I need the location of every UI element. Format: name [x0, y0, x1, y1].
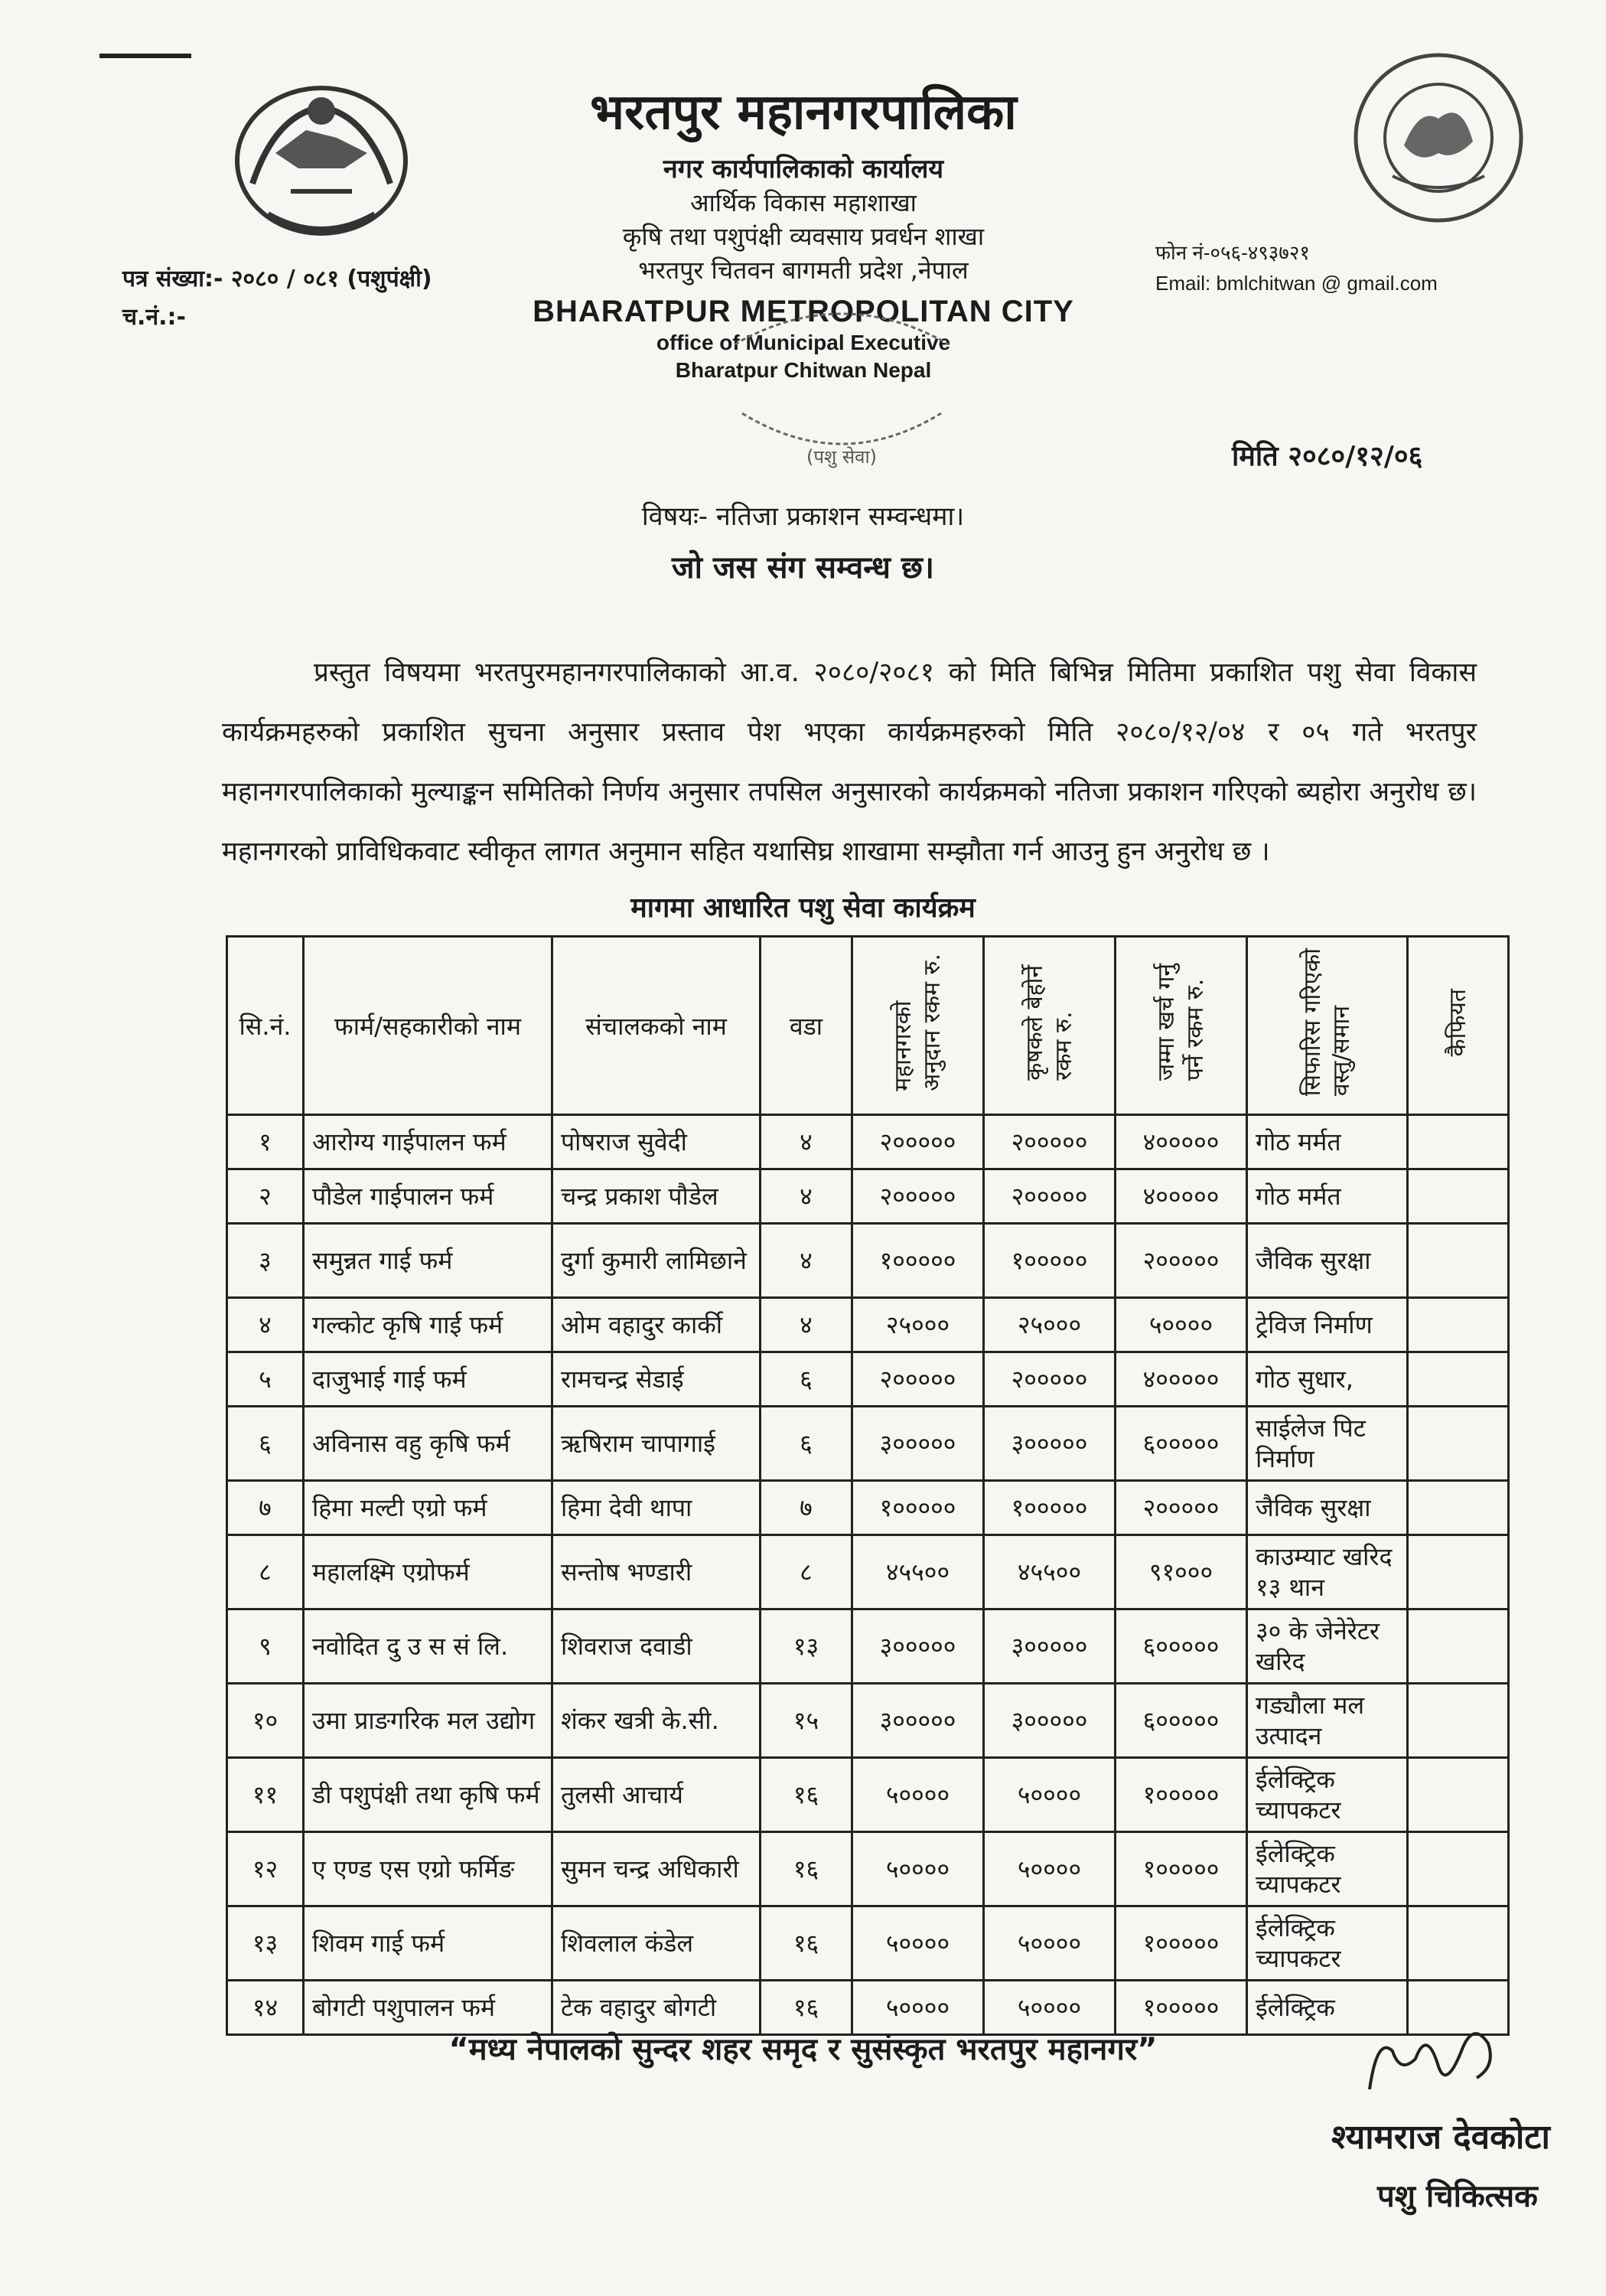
cell-grant-amount: १००००० [852, 1224, 984, 1298]
results-table [226, 935, 1510, 2036]
cell-farmer-share: ३००००० [984, 1609, 1116, 1684]
cell-grant-amount: २००००० [852, 1352, 984, 1407]
cell-grant-amount: ३००००० [852, 1407, 984, 1481]
cell-farmer-share: २५००० [984, 1298, 1116, 1352]
cell-operator-name: रामचन्द्र सेडाई [552, 1352, 761, 1407]
org-name-nepali: भरतपुर महानगरपालिका [590, 84, 1017, 141]
cell-ward: १५ [761, 1684, 852, 1758]
cell-operator-name: शंकर खत्री के.सी. [552, 1684, 761, 1758]
cell-operator-name: सन्तोष भण्डारी [552, 1535, 761, 1609]
cell-recommended-items: ईलेक्ट्रिक च्यापकटर [1247, 1758, 1408, 1832]
cell-ward: ६ [761, 1407, 852, 1481]
cell-farmer-share: २००००० [984, 1352, 1116, 1407]
reference-block [122, 260, 432, 337]
cell-total-amount: ६००००० [1116, 1407, 1247, 1481]
cell-recommended-items: ईलेक्ट्रिक च्यापकटर [1247, 1832, 1408, 1906]
header-total-amount [1116, 937, 1247, 1115]
cell-sn: १३ [227, 1906, 304, 1981]
cell-operator-name: तुलसी आचार्य [552, 1758, 761, 1832]
cell-recommended-items: काउम्याट खरिद १३ थान [1247, 1535, 1408, 1609]
table-row [227, 1115, 1509, 1169]
cell-total-amount: ६००००० [1116, 1609, 1247, 1684]
cell-recommended-items: ट्रेविज निर्माण [1247, 1298, 1408, 1352]
cell-remarks [1408, 1684, 1509, 1758]
cell-farm-name: नवोदित दु उ स सं लि. [304, 1609, 552, 1684]
cell-sn: १४ [227, 1981, 304, 2035]
cell-total-amount: १००००० [1116, 1906, 1247, 1981]
cell-operator-name: चन्द्र प्रकाश पौडेल [552, 1169, 761, 1224]
cell-ward: ८ [761, 1535, 852, 1609]
cell-grant-amount: ३००००० [852, 1609, 984, 1684]
branch-nepali: आर्थिक विकास महाशाखा [690, 188, 917, 217]
email-address: Email: bmlchitwan @ gmail.com [1155, 272, 1438, 295]
cell-sn: ९ [227, 1609, 304, 1684]
cell-sn: १ [227, 1115, 304, 1169]
cell-remarks [1408, 1609, 1509, 1684]
cell-grant-amount: ५०००० [852, 1758, 984, 1832]
cell-remarks [1408, 1535, 1509, 1609]
cell-recommended-items: ईलेक्ट्रिक च्यापकटर [1247, 1906, 1408, 1981]
org-name-english: BHARATPUR METROPOLITAN CITY [533, 295, 1074, 328]
cell-operator-name: टेक वहादुर बोगटी [552, 1981, 761, 2035]
cell-grant-amount: २५००० [852, 1298, 984, 1352]
header-farmer-share-label: कृषकले बेहोर्ने रकम रु. [1021, 964, 1077, 1081]
table-row [227, 1481, 1509, 1535]
cell-recommended-items: ईलेक्ट्रिक [1247, 1981, 1408, 2035]
table-row [227, 1906, 1509, 1981]
table-row [227, 1684, 1509, 1758]
header-remarks-label: कैफियत [1444, 988, 1471, 1057]
stamp-label: (पशु सेवा) [806, 446, 878, 468]
top-dash-mark [99, 54, 191, 58]
table-row [227, 1758, 1509, 1832]
cell-grant-amount: २००००० [852, 1169, 984, 1224]
cell-ward: ४ [761, 1298, 852, 1352]
cell-operator-name: ऋषिराम चापागाई [552, 1407, 761, 1481]
cell-sn: ६ [227, 1407, 304, 1481]
cell-operator-name: पोषराज सुवेदी [552, 1115, 761, 1169]
cell-total-amount: १००००० [1116, 1758, 1247, 1832]
cell-remarks [1408, 1758, 1509, 1832]
cell-recommended-items: गोठ मर्मत [1247, 1169, 1408, 1224]
cell-ward: १३ [761, 1609, 852, 1684]
cell-total-amount: २००००० [1116, 1481, 1247, 1535]
cell-farmer-share: ५०००० [984, 1981, 1116, 2035]
cell-recommended-items: ३० के जेनेरेटर खरिद [1247, 1609, 1408, 1684]
cell-ward: १६ [761, 1906, 852, 1981]
cell-total-amount: ४००००० [1116, 1115, 1247, 1169]
cell-grant-amount: ५०००० [852, 1981, 984, 2035]
government-emblem-icon [222, 69, 421, 253]
header-operator-name: संचालकको नाम [552, 937, 761, 1115]
cell-operator-name: ओम वहादुर कार्की [552, 1298, 761, 1352]
cell-remarks [1408, 1906, 1509, 1981]
cell-ward: ७ [761, 1481, 852, 1535]
table-row [227, 1535, 1509, 1609]
cell-sn: ४ [227, 1298, 304, 1352]
cell-remarks [1408, 1115, 1509, 1169]
cell-ward: ६ [761, 1352, 852, 1407]
cell-sn: १० [227, 1684, 304, 1758]
cell-grant-amount: ५०००० [852, 1832, 984, 1906]
office-english: office of Municipal Executive [656, 331, 951, 354]
table-row [227, 1407, 1509, 1481]
cell-farm-name: अविनास वहु कृषि फर्म [304, 1407, 552, 1481]
cell-farm-name: हिमा मल्टी एग्रो फर्म [304, 1481, 552, 1535]
cell-total-amount: १००००० [1116, 1981, 1247, 2035]
signatory-title: पशु चिकित्सक [1377, 2179, 1538, 2214]
cell-farm-name: गल्कोट कृषि गाई फर्म [304, 1298, 552, 1352]
cell-grant-amount: ५०००० [852, 1906, 984, 1981]
cell-farm-name: उमा प्राङगरिक मल उद्योग [304, 1684, 552, 1758]
office-nepali: नगर कार्यपालिकाको कार्यालय [663, 154, 944, 184]
cell-farm-name: दाजुभाई गाई फर्म [304, 1352, 552, 1407]
dispatch-number: च.नं.:- [122, 304, 186, 331]
cell-total-amount: ५०००० [1116, 1298, 1247, 1352]
cell-remarks [1408, 1298, 1509, 1352]
cell-sn: ८ [227, 1535, 304, 1609]
signatory-name: श्यामराज देवकोटा [1331, 2118, 1550, 2157]
header-grant-label: महानगरको अनुदान रकम रु. [889, 954, 946, 1091]
table-row [227, 1224, 1509, 1298]
header-total-label: जम्मा खर्च गर्नु पर्ने रकम रु. [1152, 964, 1209, 1081]
table-row [227, 1169, 1509, 1224]
header-farmer-share [984, 937, 1116, 1115]
phone-number: फोन नं-०५६-४९३७२१ [1155, 241, 1310, 264]
cell-recommended-items: जैविक सुरक्षा [1247, 1481, 1408, 1535]
cell-ward: ४ [761, 1224, 852, 1298]
section-nepali: कृषि तथा पशुपंक्षी व्यवसाय प्रवर्धन शाखा [622, 222, 985, 251]
header-farm-name: फार्म/सहकारीको नाम [304, 937, 552, 1115]
cell-farmer-share: ३००००० [984, 1684, 1116, 1758]
cell-farm-name: बोगटी पशुपालन फर्म [304, 1981, 552, 2035]
cell-recommended-items: गोठ सुधार, [1247, 1352, 1408, 1407]
cell-farmer-share: २००००० [984, 1115, 1116, 1169]
header-items-label: सिफारिस गरिएको वस्तु/समान [1298, 948, 1355, 1097]
letter-number: पत्र संख्या:- २०८० / ०८१ (पशुपंक्षी) [122, 266, 432, 292]
table-row [227, 1352, 1509, 1407]
cell-farmer-share: ५०००० [984, 1906, 1116, 1981]
cell-recommended-items: गोठ मर्मत [1247, 1115, 1408, 1169]
cell-farm-name: महालक्ष्मि एग्रोफर्म [304, 1535, 552, 1609]
cell-farm-name: समुन्नत गाई फर्म [304, 1224, 552, 1298]
cell-sn: २ [227, 1169, 304, 1224]
table-title: मागमा आधारित पशु सेवा कार्यक्रम [630, 892, 976, 924]
cell-ward: १६ [761, 1832, 852, 1906]
cell-total-amount: ४००००० [1116, 1169, 1247, 1224]
cell-operator-name: दुर्गा कुमारी लामिछाने [552, 1224, 761, 1298]
cell-sn: १२ [227, 1832, 304, 1906]
table-header-row [227, 937, 1509, 1115]
cell-operator-name: सुमन चन्द्र अधिकारी [552, 1832, 761, 1906]
cell-sn: ७ [227, 1481, 304, 1535]
cell-operator-name: शिवलाल कंडेल [552, 1906, 761, 1981]
cell-remarks [1408, 1224, 1509, 1298]
header-remarks [1408, 937, 1509, 1115]
cell-remarks [1408, 1407, 1509, 1481]
cell-recommended-items: जैविक सुरक्षा [1247, 1224, 1408, 1298]
cell-total-amount: १००००० [1116, 1832, 1247, 1906]
cell-farmer-share: २००००० [984, 1169, 1116, 1224]
cell-remarks [1408, 1352, 1509, 1407]
cell-sn: ३ [227, 1224, 304, 1298]
metropolitan-seal-icon [1347, 46, 1530, 230]
cell-total-amount: ९१००० [1116, 1535, 1247, 1609]
cell-farmer-share: ३००००० [984, 1407, 1116, 1481]
office-stamp-icon [712, 298, 972, 475]
cell-farm-name: शिवम गाई फर्म [304, 1906, 552, 1981]
table-row [227, 1832, 1509, 1906]
cell-recommended-items: साईलेज पिट निर्माण [1247, 1407, 1408, 1481]
body-paragraph: प्रस्तुत विषयमा भरतपुरमहानगरपालिकाको आ.व. २०८०/२०८१ को मिति बिभिन्न मितिमा प्रकाशित पशु सेवा विकास कार्यक्रमहरुको प्रकाशित सुचना अनुसार प्रस्ताव पेश भएका कार्यक्रमहरुको मिति २०८०/१२/०४ र ०५ गते भरतपुर महानगरपालिकाको मुल्याङ्कन समितिको निर्णय अनुसार तपसिल अनुसारको कार्यक्रमको नतिजा प्रकाशन गरिएको ब्यहोरा अनुरोध छ। महानगरको प्राविधिकवाट स्वीकृत लागत अनुमान सहित यथासिघ्र शाखामा सम्झौता गर्न आउनु हुन अनुरोध छ । [222, 657, 1477, 867]
cell-grant-amount: ४५५०० [852, 1535, 984, 1609]
cell-farmer-share: ५०००० [984, 1758, 1116, 1832]
cell-grant-amount: ३००००० [852, 1684, 984, 1758]
subject-line: विषयः- नतिजा प्रकाशन सम्वन्धमा। [641, 501, 965, 532]
cell-sn: ५ [227, 1352, 304, 1407]
cell-farm-name: डी पशुपंक्षी तथा कृषि फर्म [304, 1758, 552, 1832]
cell-ward: १६ [761, 1981, 852, 2035]
cell-ward: १६ [761, 1758, 852, 1832]
cell-total-amount: ६००००० [1116, 1684, 1247, 1758]
cell-remarks [1408, 1832, 1509, 1906]
cell-sn: ११ [227, 1758, 304, 1832]
cell-ward: ४ [761, 1115, 852, 1169]
cell-farmer-share: ५०००० [984, 1832, 1116, 1906]
table-row [227, 1298, 1509, 1352]
contact-block [1155, 237, 1438, 298]
header-sn: सि.नं. [227, 937, 304, 1115]
address-nepali: भरतपुर चितवन बागमती प्रदेश ,नेपाल [638, 256, 969, 285]
cell-total-amount: ४००००० [1116, 1352, 1247, 1407]
cell-operator-name: हिमा देवी थापा [552, 1481, 761, 1535]
cell-farmer-share: ४५५०० [984, 1535, 1116, 1609]
cell-total-amount: २००००० [1116, 1224, 1247, 1298]
cell-ward: ४ [761, 1169, 852, 1224]
cell-recommended-items: गड्यौला मल उत्पादन [1247, 1684, 1408, 1758]
cell-remarks [1408, 1481, 1509, 1535]
cell-grant-amount: २००००० [852, 1115, 984, 1169]
cell-grant-amount: १००००० [852, 1481, 984, 1535]
cell-operator-name: शिवराज दवाडी [552, 1609, 761, 1684]
slogan: “मध्य नेपालको सुन्दर शहर समृद र सुसंस्कृत भरतपुर महानगर” [448, 2032, 1158, 2067]
table-body [227, 1115, 1509, 2035]
handwritten-signature-icon [1354, 2005, 1507, 2112]
table-row [227, 1609, 1509, 1684]
cell-farm-name: ए एण्ड एस एग्रो फर्मिङ [304, 1832, 552, 1906]
cell-farmer-share: १००००० [984, 1224, 1116, 1298]
header-recommended-items [1247, 937, 1408, 1115]
addressee-line: जो जस संग सम्वन्ध छ। [671, 550, 935, 585]
cell-farm-name: आरोग्य गाईपालन फर्म [304, 1115, 552, 1169]
address-english: Bharatpur Chitwan Nepal [675, 358, 932, 382]
cell-farmer-share: १००००० [984, 1481, 1116, 1535]
cell-remarks [1408, 1169, 1509, 1224]
cell-farm-name: पौडेल गाईपालन फर्म [304, 1169, 552, 1224]
header-ward: वडा [761, 937, 852, 1115]
letter-date: मिति २०८०/१२/०६ [1232, 441, 1423, 472]
header-grant-amount [852, 937, 984, 1115]
